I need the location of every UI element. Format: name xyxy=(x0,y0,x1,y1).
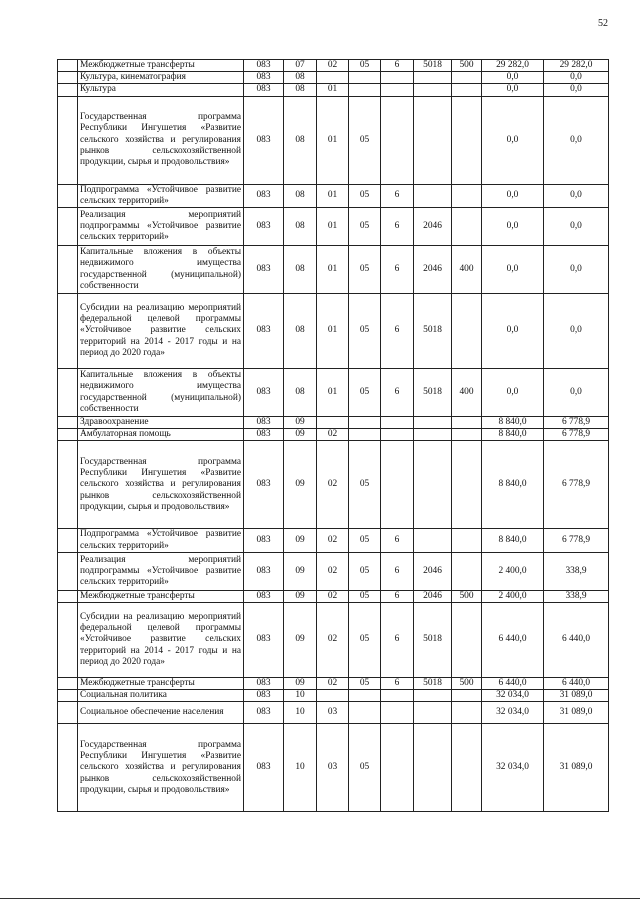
sum-planned-cell: 2 400,0 xyxy=(482,590,544,602)
rz-cell: 08 xyxy=(284,369,317,417)
row-index-cell xyxy=(58,429,78,441)
budget-table xyxy=(57,59,609,812)
program-cell: 05 xyxy=(349,552,381,590)
ved-cell: 083 xyxy=(244,678,284,690)
table-row xyxy=(58,294,609,369)
ved-cell: 083 xyxy=(244,690,284,702)
name-cell: Субсидии на реализацию мероприятий федеральной целевой программы «Устойчивое развитие сельских территорий на 2014 - 2017 годы и на период до 2020 года» xyxy=(78,603,244,678)
program-cell: 05 xyxy=(349,590,381,602)
row-index-cell xyxy=(58,690,78,702)
row-index-cell xyxy=(58,590,78,602)
pr-cell xyxy=(317,72,349,84)
program-cell xyxy=(349,429,381,441)
sum-planned-cell: 0,0 xyxy=(482,184,544,207)
direction-cell: 2046 xyxy=(414,246,452,294)
sum-planned-cell: 0,0 xyxy=(482,294,544,369)
row-index-cell xyxy=(58,84,78,96)
sum-planned-cell: 0,0 xyxy=(482,369,544,417)
name-cell: Культура, кинематография xyxy=(78,72,244,84)
rz-cell: 10 xyxy=(284,724,317,812)
row-index-cell xyxy=(58,702,78,724)
direction-cell: 5018 xyxy=(414,369,452,417)
vr-cell: 500 xyxy=(452,678,482,690)
vr-cell xyxy=(452,429,482,441)
program-cell: 05 xyxy=(349,294,381,369)
sum-planned-cell: 8 840,0 xyxy=(482,417,544,429)
name-cell: Государственная программа Республики Ингушетия «Развитие сельского хозяйства и регулирования рынков сельскохозяйственной продукции, сырья и продовольствия» xyxy=(78,724,244,812)
sum-planned-cell: 0,0 xyxy=(482,84,544,96)
vr-cell xyxy=(452,529,482,552)
subprogram-cell xyxy=(381,702,414,724)
rz-cell: 07 xyxy=(284,60,317,72)
name-cell: Культура xyxy=(78,84,244,96)
pr-cell: 02 xyxy=(317,603,349,678)
table-row xyxy=(58,429,609,441)
sum-planned-cell: 32 034,0 xyxy=(482,702,544,724)
program-cell: 05 xyxy=(349,60,381,72)
pr-cell: 01 xyxy=(317,246,349,294)
name-cell: Межбюджетные трансферты xyxy=(78,590,244,602)
direction-cell xyxy=(414,96,452,184)
row-index-cell xyxy=(58,724,78,812)
program-cell xyxy=(349,72,381,84)
table-row xyxy=(58,529,609,552)
name-cell: Социальное обеспечение населения xyxy=(78,702,244,724)
sum-actual-cell: 0,0 xyxy=(544,84,609,96)
rz-cell: 08 xyxy=(284,208,317,246)
subprogram-cell: 6 xyxy=(381,678,414,690)
sum-actual-cell: 29 282,0 xyxy=(544,60,609,72)
subprogram-cell: 6 xyxy=(381,590,414,602)
pr-cell: 03 xyxy=(317,724,349,812)
ved-cell: 083 xyxy=(244,441,284,529)
sum-actual-cell: 0,0 xyxy=(544,294,609,369)
pr-cell: 03 xyxy=(317,702,349,724)
program-cell: 05 xyxy=(349,724,381,812)
pr-cell: 02 xyxy=(317,441,349,529)
name-cell: Субсидии на реализацию мероприятий федеральной целевой программы «Устойчивое развитие сельских территорий на 2014 - 2017 годы и на период до 2020 года» xyxy=(78,294,244,369)
ved-cell: 083 xyxy=(244,369,284,417)
vr-cell xyxy=(452,184,482,207)
program-cell xyxy=(349,702,381,724)
program-cell: 05 xyxy=(349,603,381,678)
vr-cell: 500 xyxy=(452,60,482,72)
pr-cell: 01 xyxy=(317,96,349,184)
row-index-cell xyxy=(58,60,78,72)
sum-planned-cell: 0,0 xyxy=(482,96,544,184)
subprogram-cell: 6 xyxy=(381,369,414,417)
ved-cell: 083 xyxy=(244,417,284,429)
table-row xyxy=(58,678,609,690)
direction-cell xyxy=(414,724,452,812)
table-row xyxy=(58,72,609,84)
name-cell: Капитальные вложения в объекты недвижимого имущества государственной (муниципальной) собственности xyxy=(78,369,244,417)
program-cell: 05 xyxy=(349,441,381,529)
vr-cell xyxy=(452,552,482,590)
program-cell: 05 xyxy=(349,246,381,294)
subprogram-cell: 6 xyxy=(381,529,414,552)
sum-actual-cell: 6 778,9 xyxy=(544,417,609,429)
row-index-cell xyxy=(58,246,78,294)
rz-cell: 09 xyxy=(284,441,317,529)
ved-cell: 083 xyxy=(244,429,284,441)
rz-cell: 09 xyxy=(284,678,317,690)
name-cell: Реализация мероприятий подпрограммы «Устойчивое развитие сельских территорий» xyxy=(78,208,244,246)
direction-cell xyxy=(414,184,452,207)
page-number: 52 xyxy=(598,18,608,29)
table-row xyxy=(58,702,609,724)
subprogram-cell xyxy=(381,441,414,529)
subprogram-cell: 6 xyxy=(381,552,414,590)
vr-cell xyxy=(452,417,482,429)
name-cell: Реализация мероприятий подпрограммы «Устойчивое развитие сельских территорий» xyxy=(78,552,244,590)
program-cell: 05 xyxy=(349,678,381,690)
row-index-cell xyxy=(58,184,78,207)
pr-cell: 01 xyxy=(317,184,349,207)
table-row xyxy=(58,208,609,246)
vr-cell xyxy=(452,208,482,246)
rz-cell: 09 xyxy=(284,529,317,552)
pr-cell: 01 xyxy=(317,208,349,246)
sum-actual-cell: 31 089,0 xyxy=(544,690,609,702)
sum-actual-cell: 0,0 xyxy=(544,184,609,207)
direction-cell: 5018 xyxy=(414,294,452,369)
program-cell xyxy=(349,84,381,96)
sum-planned-cell: 8 840,0 xyxy=(482,429,544,441)
table-row xyxy=(58,184,609,207)
ved-cell: 083 xyxy=(244,60,284,72)
ved-cell: 083 xyxy=(244,246,284,294)
subprogram-cell: 6 xyxy=(381,294,414,369)
direction-cell xyxy=(414,417,452,429)
program-cell: 05 xyxy=(349,184,381,207)
table-row xyxy=(58,603,609,678)
direction-cell xyxy=(414,529,452,552)
program-cell: 05 xyxy=(349,529,381,552)
sum-planned-cell: 29 282,0 xyxy=(482,60,544,72)
subprogram-cell: 6 xyxy=(381,184,414,207)
table-row xyxy=(58,724,609,812)
sum-actual-cell: 31 089,0 xyxy=(544,724,609,812)
ved-cell: 083 xyxy=(244,84,284,96)
subprogram-cell xyxy=(381,724,414,812)
direction-cell xyxy=(414,72,452,84)
name-cell: Социальная политика xyxy=(78,690,244,702)
direction-cell: 5018 xyxy=(414,603,452,678)
direction-cell xyxy=(414,690,452,702)
program-cell xyxy=(349,417,381,429)
vr-cell xyxy=(452,294,482,369)
table-row xyxy=(58,84,609,96)
direction-cell xyxy=(414,429,452,441)
vr-cell xyxy=(452,702,482,724)
row-index-cell xyxy=(58,417,78,429)
direction-cell: 2046 xyxy=(414,590,452,602)
subprogram-cell xyxy=(381,72,414,84)
sum-planned-cell: 32 034,0 xyxy=(482,690,544,702)
row-index-cell xyxy=(58,678,78,690)
subprogram-cell: 6 xyxy=(381,603,414,678)
sum-planned-cell: 6 440,0 xyxy=(482,603,544,678)
ved-cell: 083 xyxy=(244,724,284,812)
rz-cell: 08 xyxy=(284,72,317,84)
table-row xyxy=(58,246,609,294)
ved-cell: 083 xyxy=(244,72,284,84)
row-index-cell xyxy=(58,294,78,369)
sum-planned-cell: 32 034,0 xyxy=(482,724,544,812)
rz-cell: 10 xyxy=(284,702,317,724)
sum-actual-cell: 0,0 xyxy=(544,369,609,417)
subprogram-cell xyxy=(381,96,414,184)
ved-cell: 083 xyxy=(244,96,284,184)
sum-planned-cell: 8 840,0 xyxy=(482,441,544,529)
subprogram-cell xyxy=(381,429,414,441)
table-row xyxy=(58,690,609,702)
vr-cell: 400 xyxy=(452,246,482,294)
subprogram-cell: 6 xyxy=(381,246,414,294)
table-row xyxy=(58,590,609,602)
sum-planned-cell: 6 440,0 xyxy=(482,678,544,690)
direction-cell: 5018 xyxy=(414,678,452,690)
vr-cell: 400 xyxy=(452,369,482,417)
row-index-cell xyxy=(58,208,78,246)
ved-cell: 083 xyxy=(244,702,284,724)
rz-cell: 09 xyxy=(284,552,317,590)
sum-actual-cell: 338,9 xyxy=(544,552,609,590)
sum-actual-cell: 6 440,0 xyxy=(544,678,609,690)
sum-actual-cell: 0,0 xyxy=(544,208,609,246)
bottom-edge-line xyxy=(0,898,640,899)
sum-planned-cell: 0,0 xyxy=(482,246,544,294)
sum-actual-cell: 0,0 xyxy=(544,72,609,84)
pr-cell: 01 xyxy=(317,294,349,369)
rz-cell: 09 xyxy=(284,429,317,441)
subprogram-cell: 6 xyxy=(381,60,414,72)
rz-cell: 09 xyxy=(284,590,317,602)
sum-actual-cell: 0,0 xyxy=(544,96,609,184)
sum-actual-cell: 6 778,9 xyxy=(544,441,609,529)
name-cell: Подпрограмма «Устойчивое развитие сельских территорий» xyxy=(78,529,244,552)
sum-planned-cell: 8 840,0 xyxy=(482,529,544,552)
vr-cell xyxy=(452,724,482,812)
vr-cell xyxy=(452,84,482,96)
sum-planned-cell: 0,0 xyxy=(482,208,544,246)
row-index-cell xyxy=(58,529,78,552)
ved-cell: 083 xyxy=(244,552,284,590)
direction-cell xyxy=(414,441,452,529)
row-index-cell xyxy=(58,441,78,529)
row-index-cell xyxy=(58,552,78,590)
pr-cell: 02 xyxy=(317,60,349,72)
pr-cell: 02 xyxy=(317,552,349,590)
table-row xyxy=(58,60,609,72)
pr-cell: 02 xyxy=(317,429,349,441)
name-cell: Подпрограмма «Устойчивое развитие сельских территорий» xyxy=(78,184,244,207)
row-index-cell xyxy=(58,72,78,84)
rz-cell: 08 xyxy=(284,184,317,207)
direction-cell xyxy=(414,702,452,724)
table-row xyxy=(58,417,609,429)
table-row xyxy=(58,369,609,417)
pr-cell: 01 xyxy=(317,369,349,417)
table-row xyxy=(58,96,609,184)
name-cell: Капитальные вложения в объекты недвижимого имущества государственной (муниципальной) собственности xyxy=(78,246,244,294)
ved-cell: 083 xyxy=(244,294,284,369)
pr-cell: 02 xyxy=(317,678,349,690)
rz-cell: 08 xyxy=(284,294,317,369)
rz-cell: 08 xyxy=(284,84,317,96)
direction-cell: 2046 xyxy=(414,208,452,246)
subprogram-cell xyxy=(381,84,414,96)
subprogram-cell xyxy=(381,690,414,702)
sum-actual-cell: 6 778,9 xyxy=(544,529,609,552)
vr-cell xyxy=(452,441,482,529)
pr-cell: 02 xyxy=(317,529,349,552)
sum-actual-cell: 338,9 xyxy=(544,590,609,602)
name-cell: Государственная программа Республики Ингушетия «Развитие сельского хозяйства и регулирования рынков сельскохозяйственной продукции, сырья и продовольствия» xyxy=(78,441,244,529)
rz-cell: 09 xyxy=(284,603,317,678)
program-cell: 05 xyxy=(349,369,381,417)
direction-cell: 2046 xyxy=(414,552,452,590)
direction-cell: 5018 xyxy=(414,60,452,72)
name-cell: Государственная программа Республики Ингушетия «Развитие сельского хозяйства и регулирования рынков сельскохозяйственной продукции, сырья и продовольствия» xyxy=(78,96,244,184)
program-cell: 05 xyxy=(349,208,381,246)
vr-cell xyxy=(452,603,482,678)
rz-cell: 09 xyxy=(284,417,317,429)
sum-actual-cell: 6 440,0 xyxy=(544,603,609,678)
row-index-cell xyxy=(58,603,78,678)
sum-planned-cell: 2 400,0 xyxy=(482,552,544,590)
pr-cell xyxy=(317,417,349,429)
rz-cell: 08 xyxy=(284,96,317,184)
sum-actual-cell: 6 778,9 xyxy=(544,429,609,441)
name-cell: Межбюджетные трансферты xyxy=(78,60,244,72)
pr-cell: 01 xyxy=(317,84,349,96)
table-row xyxy=(58,552,609,590)
name-cell: Амбулаторная помощь xyxy=(78,429,244,441)
vr-cell xyxy=(452,690,482,702)
vr-cell xyxy=(452,72,482,84)
table-row xyxy=(58,441,609,529)
ved-cell: 083 xyxy=(244,590,284,602)
ved-cell: 083 xyxy=(244,208,284,246)
pr-cell xyxy=(317,690,349,702)
sum-actual-cell: 31 089,0 xyxy=(544,702,609,724)
row-index-cell xyxy=(58,369,78,417)
name-cell: Межбюджетные трансферты xyxy=(78,678,244,690)
sum-planned-cell: 0,0 xyxy=(482,72,544,84)
ved-cell: 083 xyxy=(244,603,284,678)
subprogram-cell xyxy=(381,417,414,429)
row-index-cell xyxy=(58,96,78,184)
ved-cell: 083 xyxy=(244,184,284,207)
rz-cell: 08 xyxy=(284,246,317,294)
vr-cell: 500 xyxy=(452,590,482,602)
vr-cell xyxy=(452,96,482,184)
rz-cell: 10 xyxy=(284,690,317,702)
program-cell xyxy=(349,690,381,702)
table-body xyxy=(58,60,609,812)
pr-cell: 02 xyxy=(317,590,349,602)
ved-cell: 083 xyxy=(244,529,284,552)
sum-actual-cell: 0,0 xyxy=(544,246,609,294)
direction-cell xyxy=(414,84,452,96)
program-cell: 05 xyxy=(349,96,381,184)
subprogram-cell: 6 xyxy=(381,208,414,246)
name-cell: Здравоохранение xyxy=(78,417,244,429)
